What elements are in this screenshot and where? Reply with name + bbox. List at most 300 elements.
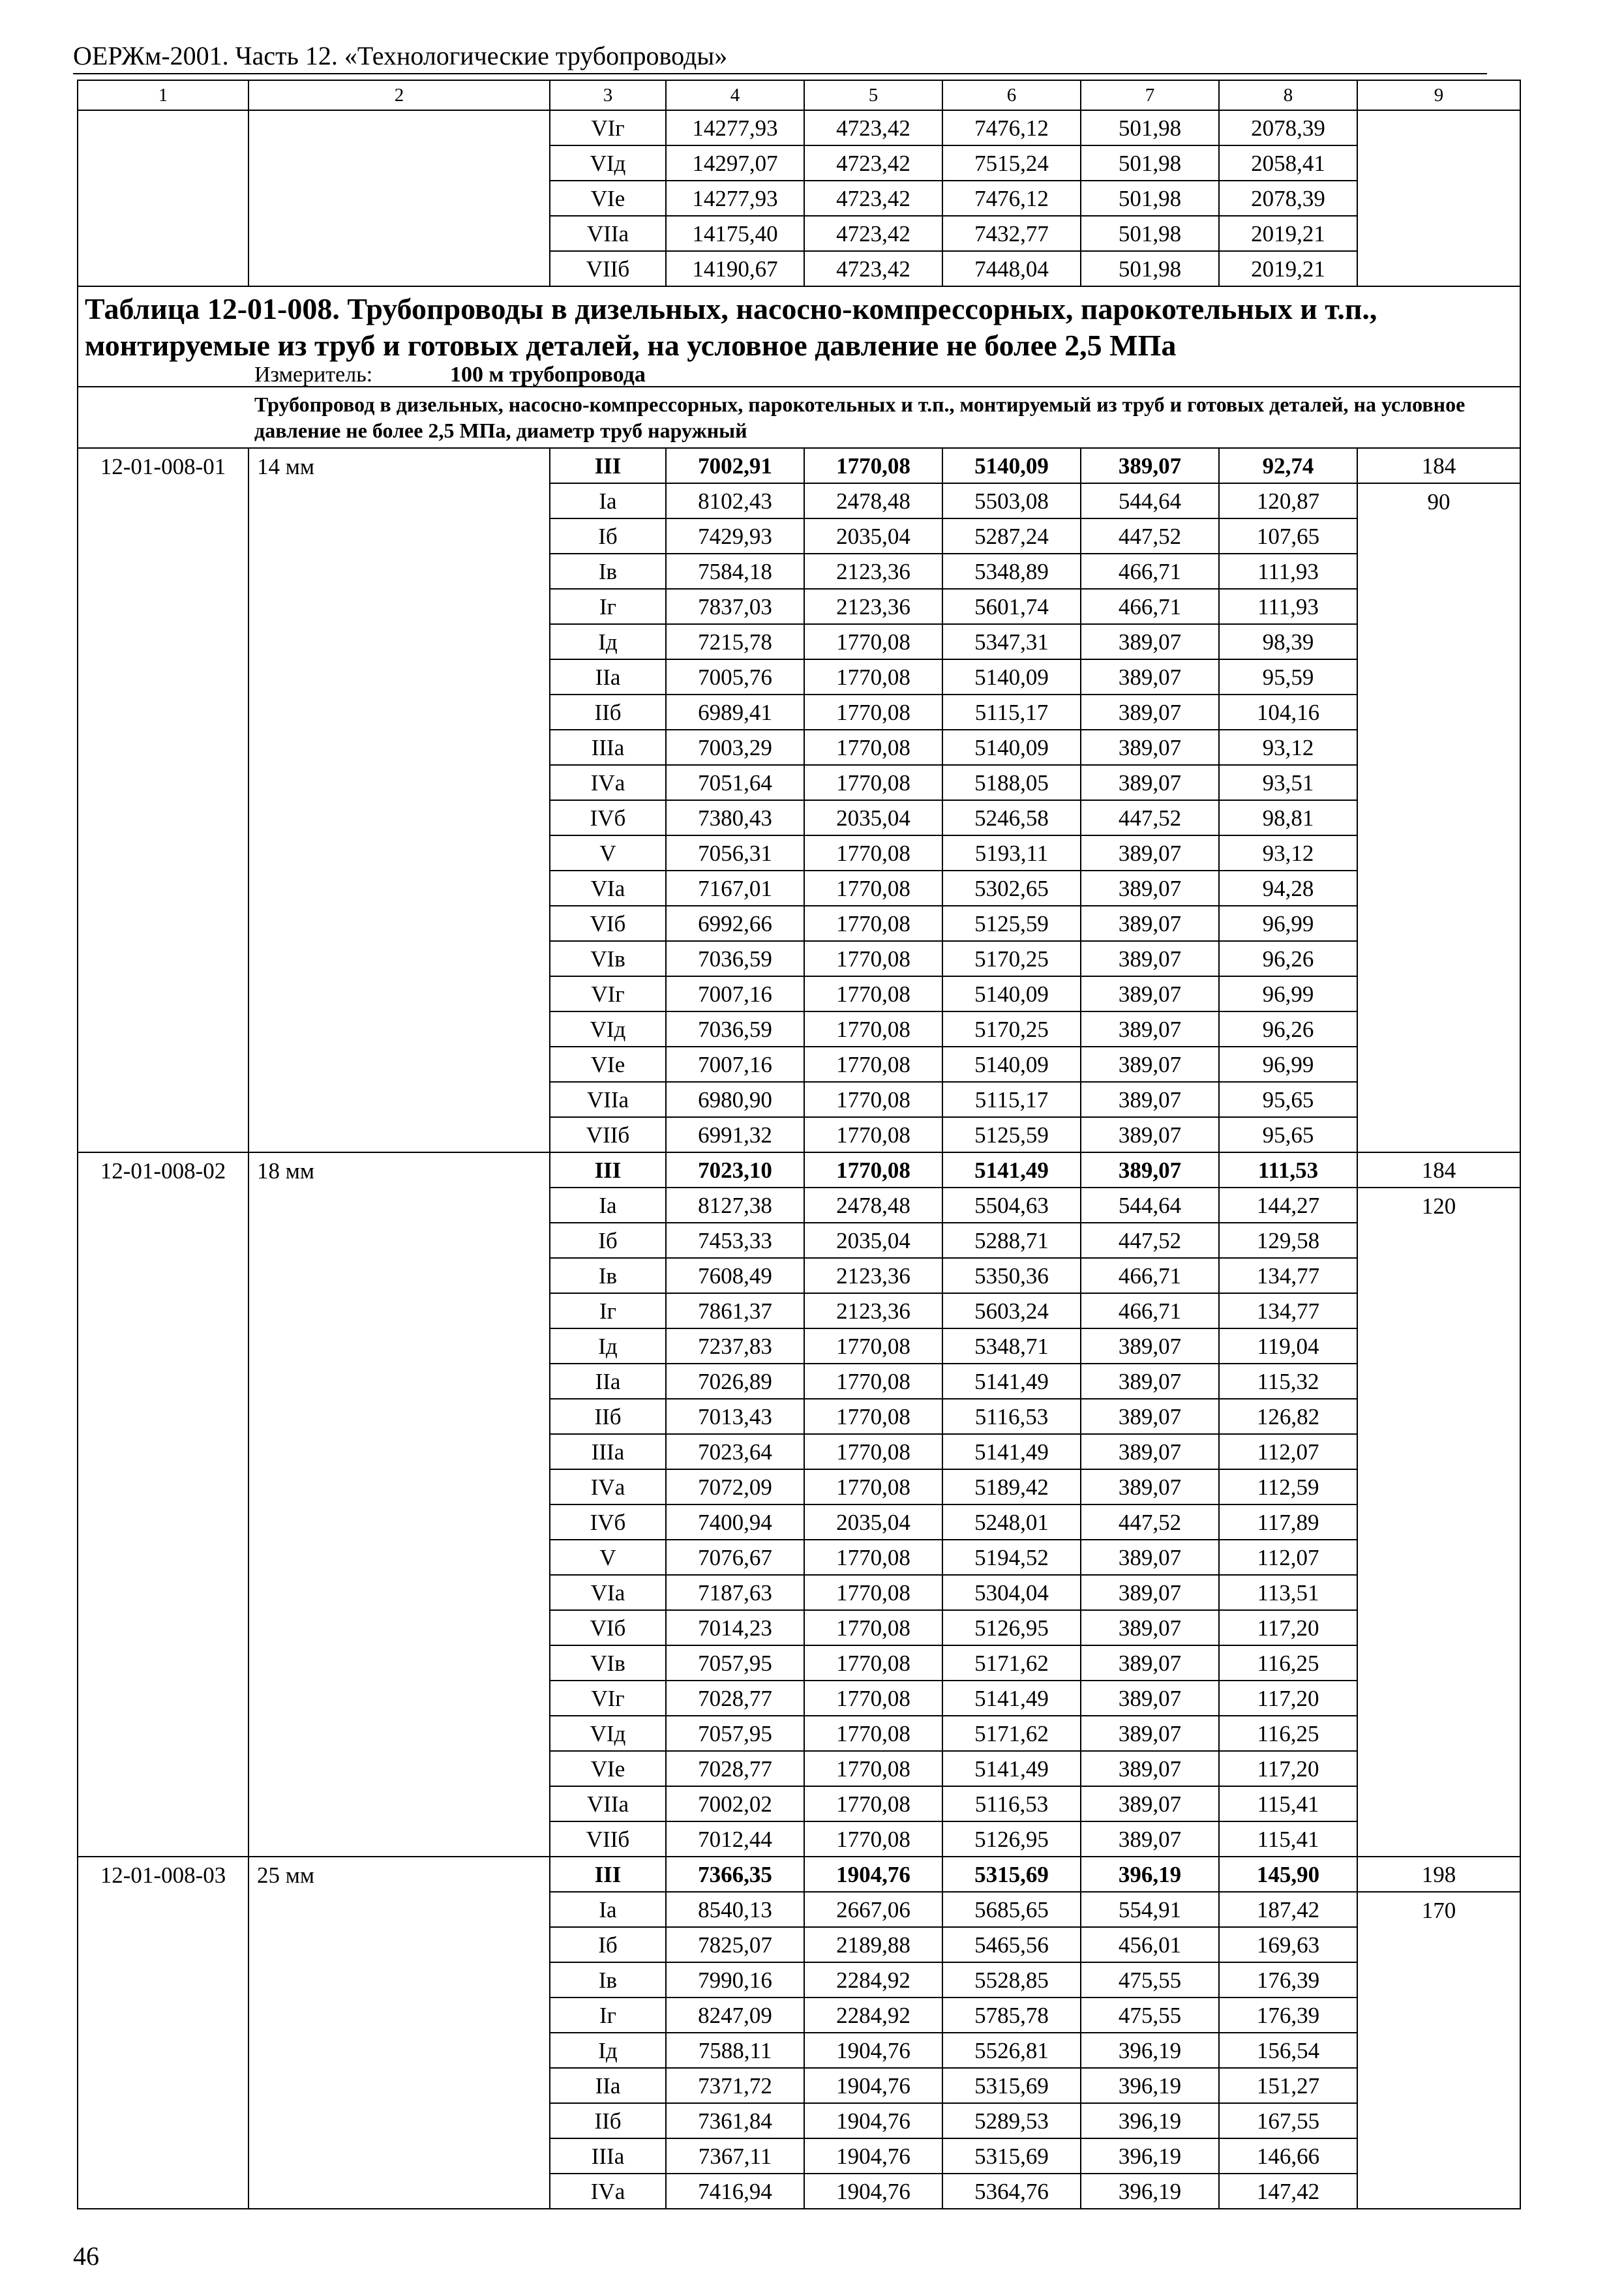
region-cell: VIе <box>550 1047 666 1082</box>
region-cell: IIIа <box>550 2138 666 2174</box>
value-cell: 389,07 <box>1081 1645 1219 1681</box>
value-cell: 4723,42 <box>804 251 942 286</box>
region-cell: Iа <box>550 1892 666 1927</box>
value-cell: 117,20 <box>1219 1610 1357 1645</box>
region-cell: III <box>550 1857 666 1892</box>
value-cell: 1770,08 <box>804 1786 942 1821</box>
page-header: ОЕРЖм-2001. Часть 12. «Технологические трубопроводы» <box>73 41 728 70</box>
value-cell: 5171,62 <box>942 1645 1081 1681</box>
value-cell: 4723,42 <box>804 216 942 251</box>
value-cell: 1770,08 <box>804 1152 942 1188</box>
value-cell: 501,98 <box>1081 251 1219 286</box>
value-cell: 389,07 <box>1081 1117 1219 1152</box>
value-cell: 7380,43 <box>666 800 804 835</box>
value-cell: 14190,67 <box>666 251 804 286</box>
region-cell: V <box>550 835 666 871</box>
table-title-row <box>78 286 1520 364</box>
diameter-cell <box>248 110 550 286</box>
value-cell: 95,59 <box>1219 659 1357 695</box>
value-cell: 5140,09 <box>942 448 1081 483</box>
value-cell: 7013,43 <box>666 1399 804 1434</box>
value-cell: 14297,07 <box>666 145 804 181</box>
value-cell: 5116,53 <box>942 1786 1081 1821</box>
page-number: 46 <box>73 2241 99 2271</box>
value-cell: 111,53 <box>1219 1152 1357 1188</box>
value-cell: 1770,08 <box>804 1434 942 1469</box>
value-cell: 554,91 <box>1081 1892 1219 1927</box>
column-number: 9 <box>1357 80 1520 110</box>
value-cell: 7608,49 <box>666 1258 804 1293</box>
value-cell: 5141,49 <box>942 1751 1081 1786</box>
value-cell: 5348,71 <box>942 1328 1081 1364</box>
value-cell: 104,16 <box>1219 695 1357 730</box>
region-cell: VIв <box>550 941 666 976</box>
value-cell: 389,07 <box>1081 1434 1219 1469</box>
region-cell: IIб <box>550 2103 666 2138</box>
value-cell: 2478,48 <box>804 1188 942 1223</box>
table-row <box>78 1152 1520 1188</box>
value-cell: 7371,72 <box>666 2068 804 2103</box>
value-cell: 7825,07 <box>666 1927 804 1962</box>
value-cell: 2035,04 <box>804 518 942 554</box>
value-cell: 1770,08 <box>804 835 942 871</box>
value-cell: 1770,08 <box>804 1751 942 1786</box>
value-cell: 5140,09 <box>942 659 1081 695</box>
value-cell: 5115,17 <box>942 695 1081 730</box>
table-row <box>78 110 1520 145</box>
value-cell: 2284,92 <box>804 1962 942 1997</box>
region-cell: VIIб <box>550 1117 666 1152</box>
value-cell: 447,52 <box>1081 1223 1219 1258</box>
value-cell: 466,71 <box>1081 1293 1219 1328</box>
region-cell: VIIа <box>550 1786 666 1821</box>
value-cell: 95,65 <box>1219 1117 1357 1152</box>
value-cell: 93,12 <box>1219 835 1357 871</box>
value-cell: 134,77 <box>1219 1258 1357 1293</box>
value-cell: 96,26 <box>1219 941 1357 976</box>
value-cell: 2284,92 <box>804 1997 942 2033</box>
region-cell: VIIб <box>550 251 666 286</box>
value-cell: 7990,16 <box>666 1962 804 1997</box>
value-cell: 8247,09 <box>666 1997 804 2033</box>
value-cell: 5115,17 <box>942 1082 1081 1117</box>
value-cell: 5125,59 <box>942 906 1081 941</box>
value-cell: 1770,08 <box>804 1328 942 1364</box>
value-cell: 2035,04 <box>804 1504 942 1540</box>
value-cell: 7367,11 <box>666 2138 804 2174</box>
column-number: 8 <box>1219 80 1357 110</box>
value-cell: 112,07 <box>1219 1540 1357 1575</box>
value-cell: 1770,08 <box>804 730 942 765</box>
value-cell: 7215,78 <box>666 624 804 659</box>
value-cell: 1770,08 <box>804 624 942 659</box>
region-cell: III <box>550 1152 666 1188</box>
column-number-row <box>78 80 1520 110</box>
value-cell: 1770,08 <box>804 976 942 1011</box>
value-cell: 389,07 <box>1081 906 1219 941</box>
value-cell: 112,07 <box>1219 1434 1357 1469</box>
column-number: 5 <box>804 80 942 110</box>
value-cell: 1770,08 <box>804 1610 942 1645</box>
value-cell: 115,32 <box>1219 1364 1357 1399</box>
value-cell: 167,55 <box>1219 2103 1357 2138</box>
value-cell: 7237,83 <box>666 1328 804 1364</box>
region-cell: VIе <box>550 181 666 216</box>
value-cell: 1770,08 <box>804 1117 942 1152</box>
value-cell: 7448,04 <box>942 251 1081 286</box>
value-cell: 447,52 <box>1081 800 1219 835</box>
value-cell: 396,19 <box>1081 2138 1219 2174</box>
value-cell: 4723,42 <box>804 110 942 145</box>
rate-code: 12-01-008-02 <box>78 1152 248 1857</box>
value-cell: 501,98 <box>1081 110 1219 145</box>
region-cell: Iа <box>550 1188 666 1223</box>
value-cell: 1904,76 <box>804 2033 942 2068</box>
value-cell: 6980,90 <box>666 1082 804 1117</box>
value-cell: 126,82 <box>1219 1399 1357 1434</box>
value-cell: 5364,76 <box>942 2174 1081 2209</box>
region-cell: Iд <box>550 2033 666 2068</box>
value-cell: 7861,37 <box>666 1293 804 1328</box>
value-cell: 14277,93 <box>666 110 804 145</box>
value-cell: 8102,43 <box>666 483 804 518</box>
region-cell: Iа <box>550 483 666 518</box>
value-cell: 2058,41 <box>1219 145 1357 181</box>
column-number: 6 <box>942 80 1081 110</box>
value-cell: 129,58 <box>1219 1223 1357 1258</box>
description-row <box>78 387 1520 448</box>
region-cell: Iб <box>550 1927 666 1962</box>
col9-value: 120 <box>1357 1188 1520 1857</box>
value-cell: 396,19 <box>1081 2174 1219 2209</box>
col9-value: 198 <box>1357 1857 1520 1892</box>
pipe-diameter: 14 мм <box>248 448 550 1152</box>
value-cell: 2123,36 <box>804 1293 942 1328</box>
value-cell: 7012,44 <box>666 1821 804 1857</box>
value-cell: 7837,03 <box>666 589 804 624</box>
region-cell: IIб <box>550 1399 666 1434</box>
value-cell: 7028,77 <box>666 1681 804 1716</box>
value-cell: 389,07 <box>1081 659 1219 695</box>
region-cell: VIд <box>550 145 666 181</box>
value-cell: 5603,24 <box>942 1293 1081 1328</box>
region-cell: VIIб <box>550 1821 666 1857</box>
region-cell: Iг <box>550 1293 666 1328</box>
value-cell: 1770,08 <box>804 1575 942 1610</box>
value-cell: 145,90 <box>1219 1857 1357 1892</box>
value-cell: 7515,24 <box>942 145 1081 181</box>
value-cell: 2019,21 <box>1219 216 1357 251</box>
value-cell: 96,26 <box>1219 1011 1357 1047</box>
col9-value: 184 <box>1357 1152 1520 1188</box>
value-cell: 7187,63 <box>666 1575 804 1610</box>
value-cell: 96,99 <box>1219 976 1357 1011</box>
value-cell: 1770,08 <box>804 1540 942 1575</box>
value-cell: 389,07 <box>1081 835 1219 871</box>
value-cell: 134,77 <box>1219 1293 1357 1328</box>
value-cell: 7167,01 <box>666 871 804 906</box>
value-cell: 7588,11 <box>666 2033 804 2068</box>
value-cell: 14277,93 <box>666 181 804 216</box>
rate-code: 12-01-008-03 <box>78 1857 248 2209</box>
value-cell: 7026,89 <box>666 1364 804 1399</box>
header-rule <box>73 73 1487 74</box>
value-cell: 1770,08 <box>804 1821 942 1857</box>
value-cell: 7416,94 <box>666 2174 804 2209</box>
value-cell: 2478,48 <box>804 483 942 518</box>
value-cell: 7028,77 <box>666 1751 804 1786</box>
col9-cell <box>1357 110 1520 286</box>
region-cell: IIб <box>550 695 666 730</box>
value-cell: 389,07 <box>1081 1786 1219 1821</box>
pipe-diameter: 18 мм <box>248 1152 550 1857</box>
region-cell: VIг <box>550 110 666 145</box>
value-cell: 151,27 <box>1219 2068 1357 2103</box>
value-cell: 107,65 <box>1219 518 1357 554</box>
value-cell: 5685,65 <box>942 1892 1081 1927</box>
value-cell: 5141,49 <box>942 1152 1081 1188</box>
value-cell: 1904,76 <box>804 2068 942 2103</box>
value-cell: 4723,42 <box>804 145 942 181</box>
value-cell: 5465,56 <box>942 1927 1081 1962</box>
value-cell: 389,07 <box>1081 1540 1219 1575</box>
value-cell: 156,54 <box>1219 2033 1357 2068</box>
value-cell: 475,55 <box>1081 1962 1219 1997</box>
value-cell: 5347,31 <box>942 624 1081 659</box>
region-cell: IIIа <box>550 1434 666 1469</box>
value-cell: 7056,31 <box>666 835 804 871</box>
value-cell: 1770,08 <box>804 1645 942 1681</box>
value-cell: 7002,91 <box>666 448 804 483</box>
value-cell: 2035,04 <box>804 800 942 835</box>
region-cell: VIIа <box>550 1082 666 1117</box>
rate-code: 12-01-008-01 <box>78 448 248 1152</box>
value-cell: 1770,08 <box>804 1047 942 1082</box>
value-cell: 169,63 <box>1219 1927 1357 1962</box>
table-description: Трубопровод в дизельных, насосно-компрессорных, парокотельных и т.п., монтируемый из труб и готовых деталей, на условное давление не более 2,5 МПа, диаметр труб наружный <box>254 393 1466 442</box>
region-cell: VIб <box>550 1610 666 1645</box>
value-cell: 5528,85 <box>942 1962 1081 1997</box>
value-cell: 1770,08 <box>804 871 942 906</box>
value-cell: 117,20 <box>1219 1681 1357 1716</box>
value-cell: 7036,59 <box>666 941 804 976</box>
value-cell: 117,89 <box>1219 1504 1357 1540</box>
value-cell: 111,93 <box>1219 554 1357 589</box>
value-cell: 117,20 <box>1219 1751 1357 1786</box>
value-cell: 5140,09 <box>942 730 1081 765</box>
value-cell: 5304,04 <box>942 1575 1081 1610</box>
region-cell: VIд <box>550 1716 666 1751</box>
value-cell: 96,99 <box>1219 1047 1357 1082</box>
value-cell: 5503,08 <box>942 483 1081 518</box>
value-cell: 2078,39 <box>1219 110 1357 145</box>
value-cell: 5189,42 <box>942 1469 1081 1504</box>
value-cell: 8127,38 <box>666 1188 804 1223</box>
value-cell: 1770,08 <box>804 1082 942 1117</box>
region-cell: VIд <box>550 1011 666 1047</box>
region-cell: Iд <box>550 1328 666 1364</box>
value-cell: 5601,74 <box>942 589 1081 624</box>
value-cell: 115,41 <box>1219 1821 1357 1857</box>
value-cell: 1904,76 <box>804 1857 942 1892</box>
col9-value: 90 <box>1357 483 1520 1152</box>
region-cell: VIа <box>550 1575 666 1610</box>
value-cell: 187,42 <box>1219 1892 1357 1927</box>
value-cell: 1770,08 <box>804 1364 942 1399</box>
value-cell: 113,51 <box>1219 1575 1357 1610</box>
region-cell: V <box>550 1540 666 1575</box>
value-cell: 389,07 <box>1081 1681 1219 1716</box>
value-cell: 5141,49 <box>942 1434 1081 1469</box>
value-cell: 1904,76 <box>804 2103 942 2138</box>
value-cell: 389,07 <box>1081 765 1219 800</box>
region-cell: III <box>550 448 666 483</box>
table-row <box>78 448 1520 483</box>
value-cell: 501,98 <box>1081 216 1219 251</box>
region-cell: IIIа <box>550 730 666 765</box>
value-cell: 475,55 <box>1081 1997 1219 2033</box>
table-row <box>78 1857 1520 1892</box>
value-cell: 5140,09 <box>942 1047 1081 1082</box>
value-cell: 389,07 <box>1081 1610 1219 1645</box>
value-cell: 7476,12 <box>942 110 1081 145</box>
column-number: 3 <box>550 80 666 110</box>
value-cell: 116,25 <box>1219 1645 1357 1681</box>
value-cell: 119,04 <box>1219 1328 1357 1364</box>
value-cell: 544,64 <box>1081 1188 1219 1223</box>
column-number: 2 <box>248 80 550 110</box>
value-cell: 5193,11 <box>942 835 1081 871</box>
value-cell: 5170,25 <box>942 1011 1081 1047</box>
value-cell: 5171,62 <box>942 1716 1081 1751</box>
rates-table <box>77 80 1521 2209</box>
value-cell: 5125,59 <box>942 1117 1081 1152</box>
measure-label: Измеритель: <box>254 364 373 387</box>
value-cell: 7361,84 <box>666 2103 804 2138</box>
value-cell: 6989,41 <box>666 695 804 730</box>
value-cell: 2035,04 <box>804 1223 942 1258</box>
value-cell: 466,71 <box>1081 554 1219 589</box>
region-cell: IVб <box>550 1504 666 1540</box>
value-cell: 396,19 <box>1081 1857 1219 1892</box>
value-cell: 7036,59 <box>666 1011 804 1047</box>
region-cell: Iд <box>550 624 666 659</box>
value-cell: 5350,36 <box>942 1258 1081 1293</box>
value-cell: 144,27 <box>1219 1188 1357 1223</box>
value-cell: 98,39 <box>1219 624 1357 659</box>
value-cell: 396,19 <box>1081 2033 1219 2068</box>
value-cell: 389,07 <box>1081 730 1219 765</box>
region-cell: IIа <box>550 659 666 695</box>
value-cell: 5315,69 <box>942 2138 1081 2174</box>
value-cell: 7005,76 <box>666 659 804 695</box>
value-cell: 1770,08 <box>804 1399 942 1434</box>
value-cell: 1904,76 <box>804 2138 942 2174</box>
value-cell: 389,07 <box>1081 1469 1219 1504</box>
value-cell: 5526,81 <box>942 2033 1081 2068</box>
value-cell: 1770,08 <box>804 1716 942 1751</box>
value-cell: 94,28 <box>1219 871 1357 906</box>
value-cell: 447,52 <box>1081 1504 1219 1540</box>
region-cell: VIг <box>550 976 666 1011</box>
region-cell: Iв <box>550 1962 666 1997</box>
value-cell: 7023,64 <box>666 1434 804 1469</box>
value-cell: 176,39 <box>1219 1962 1357 1997</box>
value-cell: 501,98 <box>1081 181 1219 216</box>
value-cell: 389,07 <box>1081 1152 1219 1188</box>
value-cell: 5785,78 <box>942 1997 1081 2033</box>
value-cell: 7014,23 <box>666 1610 804 1645</box>
value-cell: 5126,95 <box>942 1610 1081 1645</box>
value-cell: 92,74 <box>1219 448 1357 483</box>
value-cell: 389,07 <box>1081 941 1219 976</box>
value-cell: 544,64 <box>1081 483 1219 518</box>
value-cell: 1770,08 <box>804 1011 942 1047</box>
value-cell: 4723,42 <box>804 181 942 216</box>
pipe-diameter: 25 мм <box>248 1857 550 2209</box>
value-cell: 1770,08 <box>804 1469 942 1504</box>
value-cell: 115,41 <box>1219 1786 1357 1821</box>
value-cell: 6992,66 <box>666 906 804 941</box>
value-cell: 93,12 <box>1219 730 1357 765</box>
value-cell: 111,93 <box>1219 589 1357 624</box>
value-cell: 5188,05 <box>942 765 1081 800</box>
value-cell: 1770,08 <box>804 906 942 941</box>
value-cell: 1770,08 <box>804 941 942 976</box>
value-cell: 7057,95 <box>666 1645 804 1681</box>
region-cell: IVб <box>550 800 666 835</box>
value-cell: 389,07 <box>1081 1751 1219 1786</box>
region-cell: IIа <box>550 1364 666 1399</box>
value-cell: 389,07 <box>1081 1328 1219 1364</box>
region-cell: Iв <box>550 554 666 589</box>
value-cell: 120,87 <box>1219 483 1357 518</box>
value-cell: 6991,32 <box>666 1117 804 1152</box>
value-cell: 7007,16 <box>666 976 804 1011</box>
value-cell: 7072,09 <box>666 1469 804 1504</box>
value-cell: 5289,53 <box>942 2103 1081 2138</box>
value-cell: 7023,10 <box>666 1152 804 1188</box>
value-cell: 1904,76 <box>804 2174 942 2209</box>
value-cell: 5315,69 <box>942 1857 1081 1892</box>
value-cell: 7076,67 <box>666 1540 804 1575</box>
value-cell: 1770,08 <box>804 765 942 800</box>
value-cell: 389,07 <box>1081 1364 1219 1399</box>
value-cell: 7366,35 <box>666 1857 804 1892</box>
value-cell: 389,07 <box>1081 695 1219 730</box>
value-cell: 456,01 <box>1081 1927 1219 1962</box>
value-cell: 389,07 <box>1081 976 1219 1011</box>
measure-value: 100 м трубопровода <box>450 364 646 387</box>
value-cell: 389,07 <box>1081 1399 1219 1434</box>
value-cell: 447,52 <box>1081 518 1219 554</box>
value-cell: 5504,63 <box>942 1188 1081 1223</box>
value-cell: 98,81 <box>1219 800 1357 835</box>
value-cell: 389,07 <box>1081 1047 1219 1082</box>
table-title: Таблица 12-01-008. Трубопроводы в дизельных, насосно-компрессорных, парокотельных и т.п., монтируемые из труб и готовых деталей, на условное давление не более 2,5 МПа <box>85 292 1377 362</box>
value-cell: 95,65 <box>1219 1082 1357 1117</box>
value-cell: 14175,40 <box>666 216 804 251</box>
value-cell: 466,71 <box>1081 589 1219 624</box>
value-cell: 389,07 <box>1081 448 1219 483</box>
value-cell: 5116,53 <box>942 1399 1081 1434</box>
value-cell: 7584,18 <box>666 554 804 589</box>
value-cell: 7051,64 <box>666 765 804 800</box>
value-cell: 2123,36 <box>804 589 942 624</box>
value-cell: 501,98 <box>1081 145 1219 181</box>
value-cell: 389,07 <box>1081 624 1219 659</box>
value-cell: 7003,29 <box>666 730 804 765</box>
